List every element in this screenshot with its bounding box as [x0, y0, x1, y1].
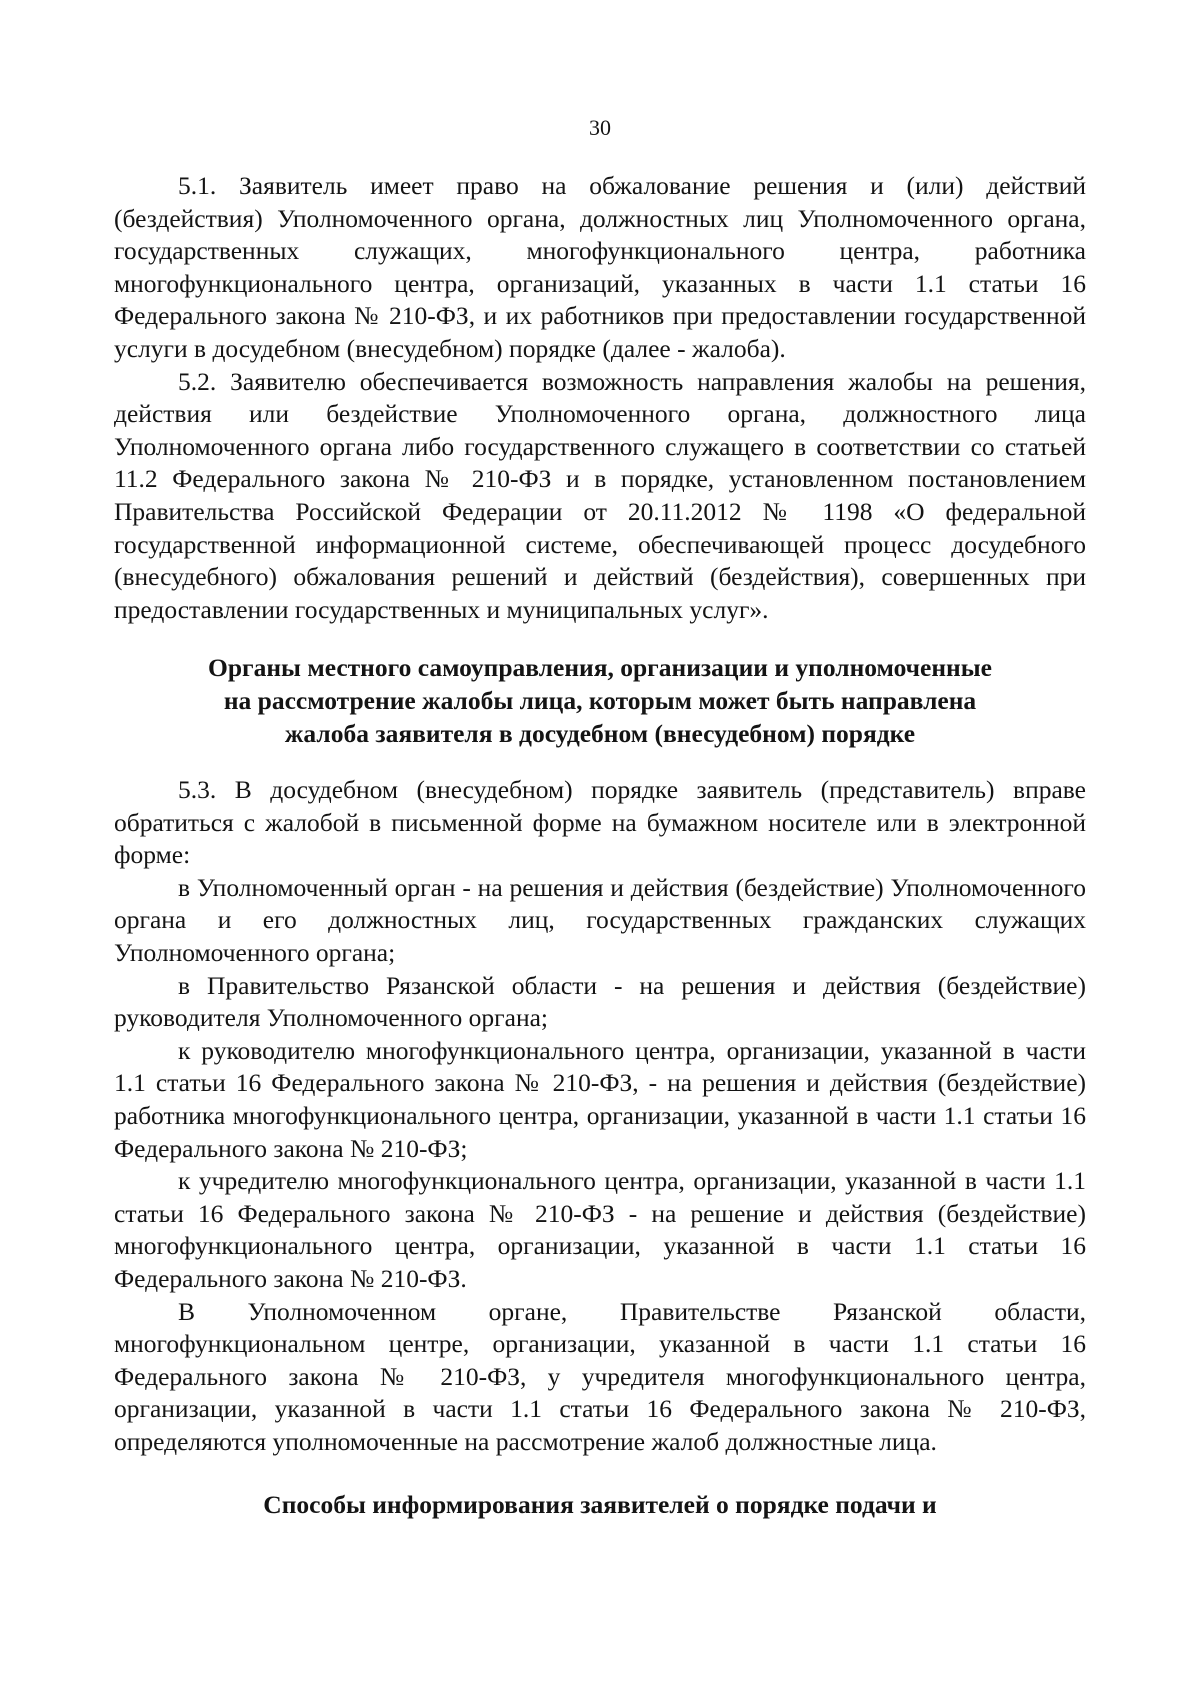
section-heading-informing-methods	[114, 1489, 1086, 1522]
section-heading-complaint-bodies	[114, 652, 1086, 750]
heading-line: Способы информирования заявителей о порядке подачи и	[263, 1489, 937, 1519]
list-item-mfc-head: к руководителю многофункционального центра, организации, указанной в части 1.1 статьи 16 Федерального закона № 210-ФЗ, - на решения и действия (бездействие) работника многофункционального центра, организации, указанной в части 1.1 статьи 16 Федерального закона № 210-ФЗ;	[114, 1035, 1086, 1163]
heading-line: жалоба заявителя в досудебном (внесудебном) порядке	[284, 718, 916, 748]
paragraph-5-2: 5.2. Заявителю обеспечивается возможность направления жалобы на решения, действия или бездействие Уполномоченного органа, должностного лица Уполномоченного органа либо государственного служащего в соответствии со статьей 11.2 Федерального закона № 210-ФЗ и в порядке, установленном постановлением Правительства Российской Федерации от 20.11.2012 № 1198 «О федеральной государственной информационной системе, обеспечивающей процесс досудебного (внесудебного) обжалования решений и действий (бездействия), совершенных при предоставлении государственных и муниципальных услуг».	[114, 366, 1086, 624]
heading-line: на рассмотрение жалобы лица, которым может быть направлена	[223, 685, 977, 715]
paragraph-5-3: 5.3. В досудебном (внесудебном) порядке заявитель (представитель) вправе обратиться с жалобой в письменной форме на бумажном носителе или в электронной форме:	[114, 775, 1086, 870]
page-number: 30	[589, 115, 611, 140]
heading-line: Органы местного самоуправления, организации и уполномоченные	[208, 653, 992, 683]
document-body	[114, 170, 1086, 1521]
paragraph-5-1: 5.1. Заявитель имеет право на обжалование решения и (или) действий (бездействия) Уполномоченного органа, должностных лиц Уполномоченного органа, государственных служащих, многофункционального центра, работника многофункционального центра, организаций, указанных в части 1.1 статьи 16 Федерального закона № 210-ФЗ, и их работников при предоставлении государственной услуги в досудебном (внесудебном) порядке (далее - жалоба).	[114, 171, 1086, 363]
list-item-mfc-founder: к учредителю многофункционального центра, организации, указанной в части 1.1 статьи 16 Федерального закона № 210-ФЗ - на решение и действия (бездействие) многофункционального центра, организации, указанной в части 1.1 статьи 16 Федерального закона № 210-ФЗ.	[114, 1166, 1086, 1293]
list-item-government: в Правительство Рязанской области - на решения и действия (бездействие) руководителя Уполномоченного органа;	[114, 970, 1086, 1033]
list-item-authorized-body: в Уполномоченный орган - на решения и действия (бездействие) Уполномоченного органа и его должностных лиц, государственных гражданских служащих Уполномоченного органа;	[114, 872, 1086, 968]
paragraph-officials: В Уполномоченном органе, Правительстве Рязанской области, многофункциональном центре, организации, указанной в части 1.1 статьи 16 Федерального закона № 210-ФЗ, у учредителя многофункционального центра, организации, указанной в части 1.1 статьи 16 Федерального закона № 210-ФЗ, определяются уполномоченные на рассмотрение жалоб должностные лица.	[114, 1296, 1086, 1456]
